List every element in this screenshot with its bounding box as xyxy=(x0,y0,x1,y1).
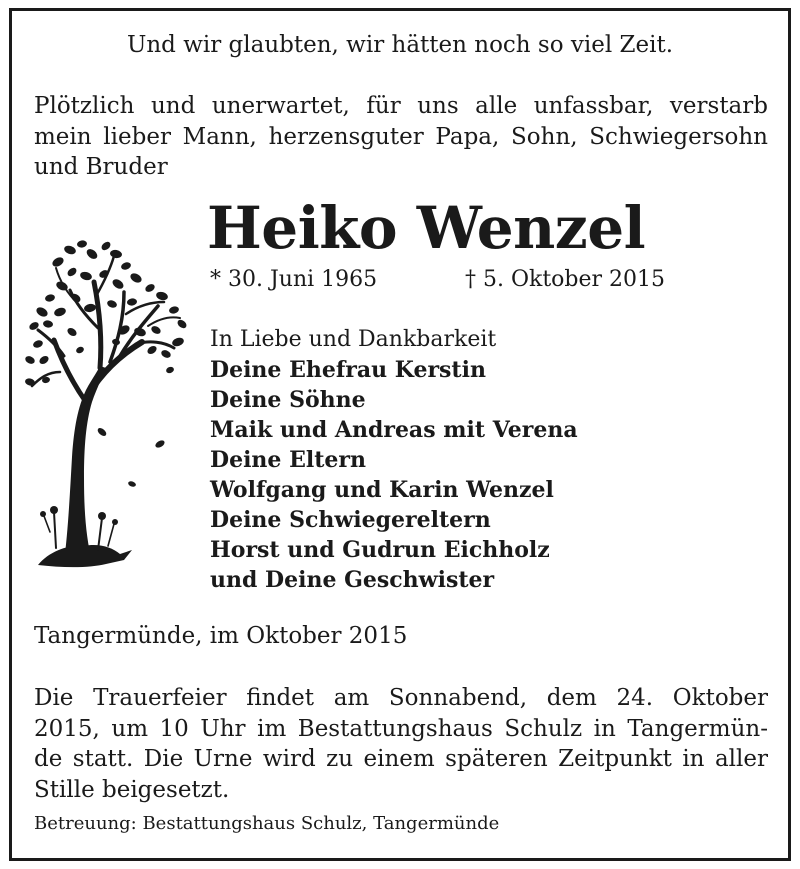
epigraph: Und wir glaubten, wir hätten noch so viel Zeit. xyxy=(126,32,674,58)
tree-illustration xyxy=(20,232,190,577)
mourners-list xyxy=(210,325,578,595)
mourner-line: Deine Söhne xyxy=(210,387,366,413)
ceremony-line: de statt. Die Urne wird zu einem späteren Zeitpunkt in aller xyxy=(34,746,768,772)
mourner-line: Deine Eltern xyxy=(210,447,366,473)
ceremony-line: 2015, um 10 Uhr im Bestattungshaus Schulz in Tangermün- xyxy=(34,715,768,742)
mourner-line: Deine Ehefrau Kerstin xyxy=(210,357,486,383)
intro-line: mein lieber Mann, herzensguter Papa, Sohn, Schwiegersohn xyxy=(34,123,768,150)
mourner-line: Wolfgang und Karin Wenzel xyxy=(210,477,554,503)
mourner-line: Maik und Andreas mit Verena xyxy=(210,417,578,443)
mourners-intro: In Liebe und Dankbarkeit xyxy=(210,327,497,352)
mourner-line: Deine Schwiegereltern xyxy=(210,507,491,533)
birth-date: * 30. Juni 1965 xyxy=(210,267,378,292)
intro-text xyxy=(34,91,768,183)
intro-line: Plötzlich und unerwartet, für uns alle unfassbar, verstarb xyxy=(34,93,768,119)
mourner-line: und Deine Geschwister xyxy=(210,567,495,593)
deceased-name: Heiko Wenzel xyxy=(207,194,646,262)
ceremony-line: Die Trauerfeier findet am Sonnabend, dem 24. Oktober xyxy=(34,685,768,711)
death-date: † 5. Oktober 2015 xyxy=(465,267,666,292)
intro-line: und Bruder xyxy=(34,154,168,180)
mourner-line: Horst und Gudrun Eichholz xyxy=(210,537,550,563)
care-note: Betreuung: Bestattungshaus Schulz, Tangermünde xyxy=(34,813,500,834)
ceremony-line: Stille beigesetzt. xyxy=(34,776,230,803)
ceremony-text xyxy=(34,683,768,805)
place-date: Tangermünde, im Oktober 2015 xyxy=(34,623,408,649)
